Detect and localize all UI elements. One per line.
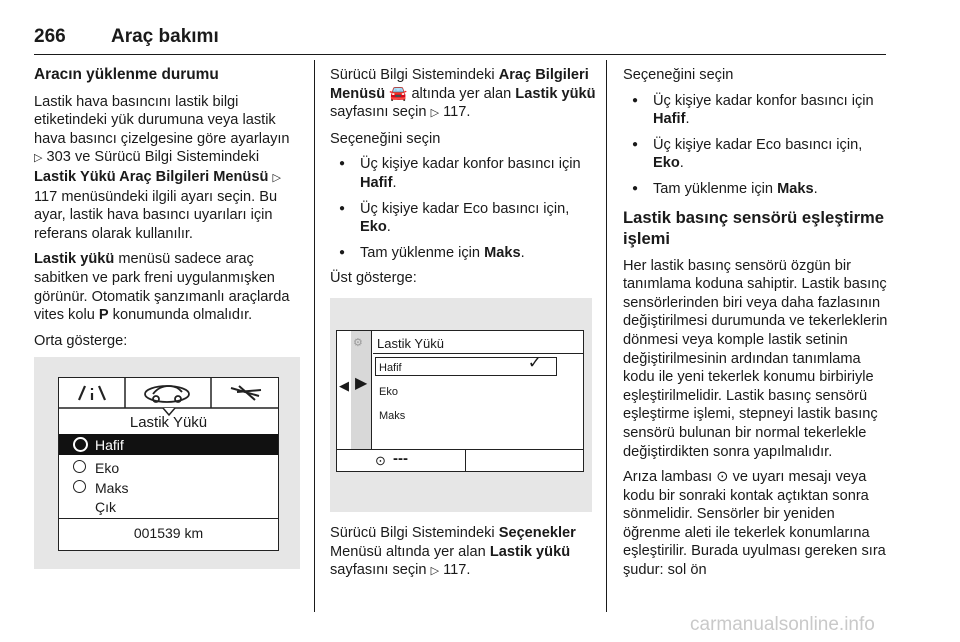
watermark: carmanualsonline.info [690,614,875,635]
paragraph: Seçeneğini seçin [623,67,734,83]
paragraph: Lastik yükü menüsü sadece araç sabitken ve park freni uygulanmışken görünür. Otomatik şanzımanlı araçlarda vites kolu P konumunda olmalıdır. [34,251,290,324]
car-icon [145,386,189,402]
page-number: 266 [34,26,66,47]
list-item: ● Üç kişiye kadar Eco basıncı için, Eko. [330,200,598,237]
bullet-list [623,92,891,199]
menu-item-selected: Hafif ✓ [375,357,557,376]
display-screen [336,330,584,472]
reference-arrow-icon: ▷ [34,152,43,165]
menu-item-selected: Hafif [59,434,278,455]
status-value: --- [393,449,408,467]
menu-item: Maks [59,477,278,498]
section-heading: Lastik basınç sensörü eşleştirme işlemi [623,207,885,248]
road-info-icon [79,386,105,400]
center-display-illustration [34,357,300,569]
radio-icon [73,460,86,473]
display-title: Lastik Yükü [129,414,208,432]
list-item: ● Üç kişiye kadar konfor basıncı için Hafif. [623,92,891,129]
reference-arrow-icon: ▷ [272,171,281,184]
car-icon: 🚘 [389,85,408,102]
paragraph: Seçeneğini seçin [330,130,441,147]
chapter-title: Araç bakımı [111,26,219,47]
list-item: ● Tam yüklenme için Maks. [330,244,598,263]
upper-display-illustration [330,298,592,512]
page-header [34,24,886,55]
arrow-left-icon: ◀ [339,377,349,393]
list-item: ● Üç kişiye kadar Eco basıncı için, Eko. [623,136,891,173]
odometer-value: 001539 km [133,525,204,542]
list-item: ● Tam yüklenme için Maks. [623,180,891,199]
tire-pressure-warning-icon: ⊙ [716,469,729,486]
paragraph: Lastik hava basıncını lastik bilgi etiketindeki yük durumuna veya lastik hava basıncı çizelgesine göre ayarlayın ▷ 303 ve Sürücü Bilgi Sistemindeki Lastik Yükü Araç Bilgileri Menüsü ▷ 117 menüsündeki ilgili ayarı seçin. Bu ayar, lastik hava basıncı uyarıları için referans olarak kullanılır. [34,93,290,242]
paragraph: Orta gösterge: [34,332,128,349]
bullet-list [330,155,598,262]
reference-arrow-icon: ▷ [430,107,440,120]
paragraph: Sürücü Bilgi Sistemindeki Araç Bilgileri Menüsü 🚘 altında yer alan Lastik yükü sayfasını seçin ▷ 117. [330,67,596,121]
display-screen [58,377,279,551]
page-reference-link[interactable]: 117 [34,188,58,205]
column-divider [314,60,315,612]
page-reference-link[interactable]: 303 [46,149,71,166]
odometer-bar [59,518,278,550]
tire-faded-icon: ⚙ [353,336,363,349]
radio-selected-icon [73,437,88,452]
paragraph: Sürücü Bilgi Sistemindeki Seçenekler Menüsü altında yer alan Lastik yükü sayfasını seçin ▷ 117. [330,524,576,579]
title-divider [373,353,583,354]
checkmark-icon: ✓ [527,352,542,372]
column-3 [623,66,891,587]
paragraph: Her lastik basınç sensörü özgün bir tanımlama koduna sahiptir. Lastik basınç sensörlerinden biri veya daha fazlasının değiştirilmesi durumunda ve tekerleklerin dönmesi veya komple lastik setinin değiştirilmesinin ardından tanımlama kodu ile yeni tekerlek konumu birbiriyle eşleştirilmelidir. Lastik basınç sensörü eşleştirme işlemi, stepneyi lastik basınç sensörü bulunan bir normal tekerlekle değiştirdikten sonra yapılmalıdır. [623,257,888,460]
menu-item: Eko [379,385,398,398]
status-bar [337,449,583,472]
menu-item: Maks [379,409,406,422]
page-reference-link[interactable]: 117 [443,562,467,579]
paragraph: Arıza lambası ⊙ ve uyarı mesajı veya kodu bir sonraki kontak açtıktan sonra sönmelidir. Sensörler bir yeniden öğrenme aleti ile tekerlek konumlarına eşleştirilir. Burada uyulması gereken sıra şudur: sol ön [623,469,886,579]
column-1 [34,66,300,569]
list-item: ● Üç kişiye kadar konfor basıncı için Hafif. [330,155,598,192]
column-divider [606,60,607,612]
menu-exit: Çık [95,499,116,516]
page-reference-link[interactable]: 117 [443,104,467,121]
column-2 [330,66,598,588]
reference-arrow-icon: ▷ [430,565,440,578]
radio-icon [73,480,86,493]
tire-pressure-icon: ⊙ [375,452,386,468]
display-title: Lastik Yükü [377,335,444,351]
arrow-right-icon: ▶ [355,374,368,392]
paragraph: Üst gösterge: [330,270,417,287]
road-lane-icon [231,386,261,400]
section-heading: Aracın yüklenme durumu [34,66,219,83]
menu-item: Eko [59,457,278,478]
